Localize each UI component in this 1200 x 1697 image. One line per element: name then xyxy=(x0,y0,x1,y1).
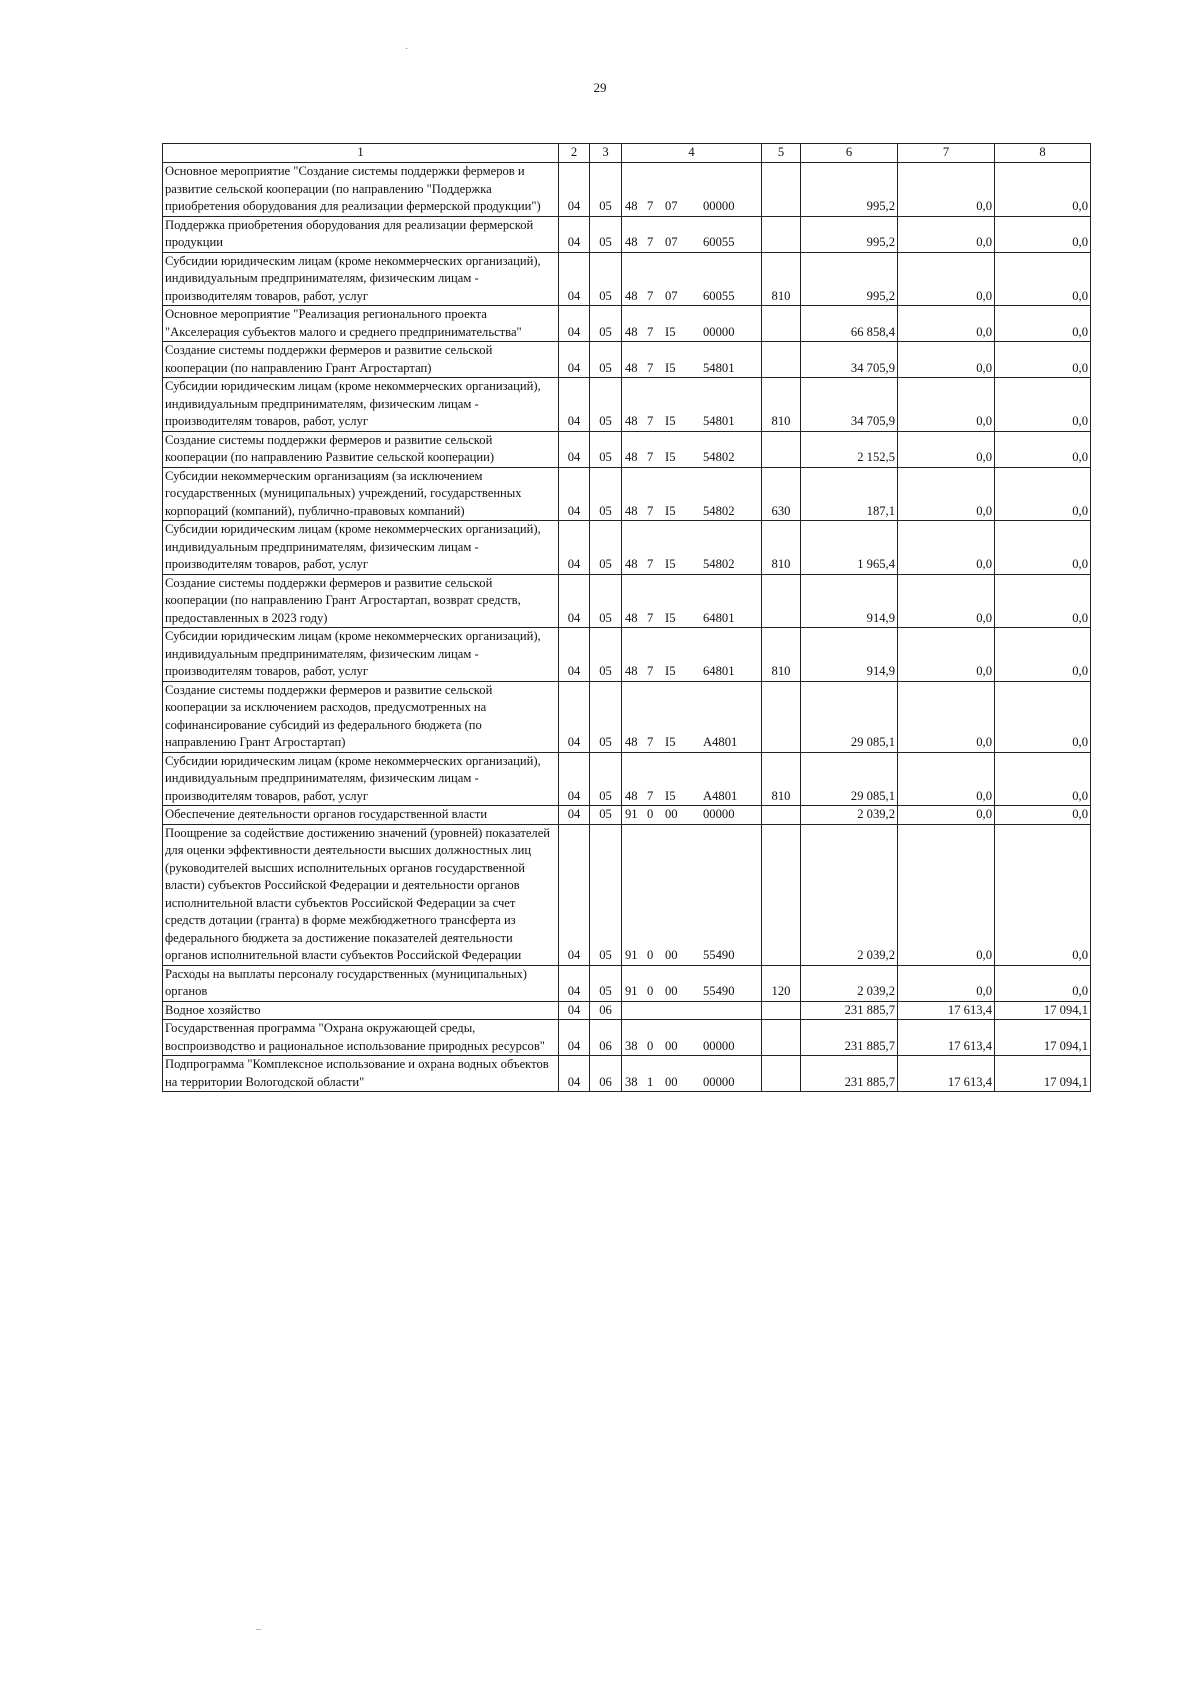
code-subprogram: 7 xyxy=(647,664,654,678)
code-subprogram: 0 xyxy=(647,948,654,962)
cell-subsection: 05 xyxy=(590,681,622,752)
row-name: Основное мероприятие "Создание системы поддержки фермеров и развитие сельской кооперации (по направлению "Поддержка приобретения оборудования для реализации фермерской продукции") xyxy=(163,163,559,217)
code-direction: 00000 xyxy=(703,807,735,821)
cell-section: 04 xyxy=(559,467,590,521)
cell-target-article xyxy=(622,252,762,306)
cell-section: 04 xyxy=(559,306,590,342)
row-name: Создание системы поддержки фермеров и развитие сельской кооперации (по направлению Развитие сельской кооперации) xyxy=(163,431,559,467)
cell-subsection: 05 xyxy=(590,216,622,252)
code-subprogram: 7 xyxy=(647,360,654,375)
code-direction: A4801 xyxy=(703,788,738,803)
code-direction: 55490 xyxy=(703,984,735,998)
cell-target-article xyxy=(622,752,762,806)
cell-target-article xyxy=(622,1056,762,1092)
table-row xyxy=(163,965,1091,1001)
cell-section: 04 xyxy=(559,574,590,628)
code-subprogram: 7 xyxy=(647,199,654,213)
cell-amount-col7: 0,0 xyxy=(898,965,995,1001)
table-row xyxy=(163,216,1091,252)
cell-amount-col6: 2 039,2 xyxy=(801,965,898,1001)
cell-amount-col7: 0,0 xyxy=(898,467,995,521)
code-event: 00 xyxy=(665,1038,678,1053)
code-direction: 00000 xyxy=(703,1074,735,1089)
table-row xyxy=(163,431,1091,467)
cell-subsection: 05 xyxy=(590,467,622,521)
code-subprogram: 7 xyxy=(647,324,654,339)
row-name: Субсидии юридическим лицам (кроме некоммерческих организаций), индивидуальным предпринимателям, физическим лицам - производителям товаров, работ, услуг xyxy=(163,521,559,575)
column-header: 6 xyxy=(801,144,898,163)
cell-amount-col8: 17 094,1 xyxy=(995,1020,1091,1056)
cell-amount-col6: 2 039,2 xyxy=(801,824,898,965)
budget-table-container xyxy=(162,143,1091,1092)
code-subprogram: 7 xyxy=(647,735,654,749)
cell-target-article xyxy=(622,574,762,628)
table-row xyxy=(163,163,1091,217)
row-name: Субсидии юридическим лицам (кроме некоммерческих организаций), индивидуальным предпринимателям, физическим лицам - производителям товаров, работ, услуг xyxy=(163,628,559,682)
table-row xyxy=(163,1001,1091,1020)
cell-amount-col7: 0,0 xyxy=(898,378,995,432)
cell-expense-type xyxy=(762,342,801,378)
table-row xyxy=(163,824,1091,965)
cell-amount-col7: 0,0 xyxy=(898,824,995,965)
cell-expense-type xyxy=(762,216,801,252)
code-program: 91 xyxy=(625,948,638,962)
row-name: Государственная программа "Охрана окружающей среды, воспроизводство и рациональное использование природных ресурсов" xyxy=(163,1020,559,1056)
code-program: 91 xyxy=(625,984,638,998)
cell-expense-type: 810 xyxy=(762,378,801,432)
code-event: I5 xyxy=(665,557,676,571)
code-direction: 54802 xyxy=(703,503,735,518)
cell-amount-col7: 17 613,4 xyxy=(898,1020,995,1056)
row-name: Создание системы поддержки фермеров и развитие сельской кооперации за исключением расходов, предусмотренных на софинансирование субсидий из федерального бюджета (по направлению Грант Агростартап) xyxy=(163,681,559,752)
code-subprogram: 7 xyxy=(647,788,654,803)
scan-speck: · xyxy=(405,44,409,55)
cell-expense-type: 810 xyxy=(762,521,801,575)
cell-expense-type xyxy=(762,306,801,342)
cell-target-article xyxy=(622,824,762,965)
code-subprogram: 1 xyxy=(647,1074,654,1089)
cell-amount-col7: 0,0 xyxy=(898,342,995,378)
table-row xyxy=(163,681,1091,752)
cell-expense-type: 630 xyxy=(762,467,801,521)
cell-amount-col8: 17 094,1 xyxy=(995,1001,1091,1020)
code-direction: 54801 xyxy=(703,360,735,375)
cell-expense-type xyxy=(762,806,801,825)
cell-subsection: 05 xyxy=(590,965,622,1001)
code-event: I5 xyxy=(665,788,676,803)
cell-amount-col8: 17 094,1 xyxy=(995,1056,1091,1092)
cell-target-article xyxy=(622,306,762,342)
cell-target-article xyxy=(622,806,762,825)
code-subprogram: 7 xyxy=(647,503,654,518)
code-direction: 00000 xyxy=(703,199,735,213)
cell-amount-col6: 29 085,1 xyxy=(801,681,898,752)
cell-amount-col6: 2 039,2 xyxy=(801,806,898,825)
cell-amount-col8: 0,0 xyxy=(995,431,1091,467)
table-body xyxy=(163,163,1091,1092)
row-name: Поддержка приобретения оборудования для реализации фермерской продукции xyxy=(163,216,559,252)
cell-subsection: 06 xyxy=(590,1056,622,1092)
cell-expense-type: 810 xyxy=(762,252,801,306)
cell-amount-col8: 0,0 xyxy=(995,306,1091,342)
code-event: 07 xyxy=(665,235,678,249)
cell-subsection: 05 xyxy=(590,163,622,217)
row-name: Обеспечение деятельности органов государственной власти xyxy=(163,806,559,825)
table-row xyxy=(163,306,1091,342)
cell-section: 04 xyxy=(559,1020,590,1056)
table-row xyxy=(163,252,1091,306)
code-direction: 00000 xyxy=(703,1038,735,1053)
cell-subsection: 05 xyxy=(590,252,622,306)
code-event: 00 xyxy=(665,1074,678,1089)
cell-target-article xyxy=(622,163,762,217)
code-direction: 54802 xyxy=(703,557,735,571)
cell-subsection: 06 xyxy=(590,1001,622,1020)
cell-amount-col6: 66 858,4 xyxy=(801,306,898,342)
cell-section: 04 xyxy=(559,216,590,252)
cell-subsection: 05 xyxy=(590,752,622,806)
cell-amount-col6: 914,9 xyxy=(801,628,898,682)
row-name: Основное мероприятие "Реализация регионального проекта "Акселерация субъектов малого и среднего предпринимательства" xyxy=(163,306,559,342)
cell-amount-col7: 0,0 xyxy=(898,252,995,306)
cell-expense-type xyxy=(762,1001,801,1020)
cell-amount-col6: 914,9 xyxy=(801,574,898,628)
cell-amount-col6: 187,1 xyxy=(801,467,898,521)
cell-subsection: 05 xyxy=(590,306,622,342)
cell-amount-col7: 17 613,4 xyxy=(898,1001,995,1020)
code-direction: A4801 xyxy=(703,735,738,749)
code-program: 48 xyxy=(625,288,638,303)
code-subprogram: 0 xyxy=(647,807,654,821)
row-name: Субсидии юридическим лицам (кроме некоммерческих организаций), индивидуальным предпринимателям, физическим лицам - производителям товаров, работ, услуг xyxy=(163,752,559,806)
table-row xyxy=(163,806,1091,825)
cell-expense-type xyxy=(762,824,801,965)
cell-amount-col7: 0,0 xyxy=(898,681,995,752)
code-program: 38 xyxy=(625,1074,638,1089)
cell-section: 04 xyxy=(559,431,590,467)
code-event: I5 xyxy=(665,503,676,518)
cell-amount-col8: 0,0 xyxy=(995,216,1091,252)
cell-amount-col6: 995,2 xyxy=(801,216,898,252)
cell-amount-col7: 0,0 xyxy=(898,752,995,806)
row-name: Субсидии юридическим лицам (кроме некоммерческих организаций), индивидуальным предпринимателям, физическим лицам - производителям товаров, работ, услуг xyxy=(163,252,559,306)
column-header: 5 xyxy=(762,144,801,163)
code-program: 48 xyxy=(625,360,638,375)
code-subprogram: 0 xyxy=(647,984,654,998)
row-name: Расходы на выплаты персоналу государственных (муниципальных) органов xyxy=(163,965,559,1001)
cell-expense-type xyxy=(762,1020,801,1056)
table-row xyxy=(163,1056,1091,1092)
code-direction: 64801 xyxy=(703,664,735,678)
cell-subsection: 05 xyxy=(590,824,622,965)
table-row xyxy=(163,521,1091,575)
code-event: 00 xyxy=(665,807,678,821)
cell-amount-col8: 0,0 xyxy=(995,521,1091,575)
cell-section: 04 xyxy=(559,342,590,378)
code-subprogram: 7 xyxy=(647,288,654,303)
cell-target-article xyxy=(622,681,762,752)
code-program: 48 xyxy=(625,788,638,803)
cell-target-article xyxy=(622,342,762,378)
cell-amount-col8: 0,0 xyxy=(995,752,1091,806)
code-event: 00 xyxy=(665,948,678,962)
code-event: 07 xyxy=(665,288,678,303)
code-program: 48 xyxy=(625,324,638,339)
column-header: 4 xyxy=(622,144,762,163)
code-event: I5 xyxy=(665,664,676,678)
table-row xyxy=(163,467,1091,521)
cell-amount-col6: 34 705,9 xyxy=(801,342,898,378)
cell-amount-col7: 0,0 xyxy=(898,521,995,575)
cell-section: 04 xyxy=(559,752,590,806)
cell-subsection: 05 xyxy=(590,574,622,628)
cell-subsection: 05 xyxy=(590,431,622,467)
row-name: Подпрограмма "Комплексное использование и охрана водных объектов на территории Вологодской области" xyxy=(163,1056,559,1092)
cell-amount-col6: 231 885,7 xyxy=(801,1056,898,1092)
code-program: 48 xyxy=(625,199,638,213)
cell-section: 04 xyxy=(559,252,590,306)
column-header: 2 xyxy=(559,144,590,163)
cell-subsection: 05 xyxy=(590,628,622,682)
column-header: 7 xyxy=(898,144,995,163)
cell-amount-col6: 29 085,1 xyxy=(801,752,898,806)
scan-speck: – xyxy=(256,1624,261,1635)
header-row xyxy=(163,144,1091,163)
table-row xyxy=(163,628,1091,682)
code-direction: 54801 xyxy=(703,414,735,428)
cell-target-article xyxy=(622,965,762,1001)
code-direction: 55490 xyxy=(703,948,735,962)
cell-amount-col6: 231 885,7 xyxy=(801,1020,898,1056)
table-row xyxy=(163,752,1091,806)
cell-expense-type: 810 xyxy=(762,752,801,806)
code-program: 48 xyxy=(625,735,638,749)
code-program: 48 xyxy=(625,414,638,428)
cell-section: 04 xyxy=(559,378,590,432)
code-event: I5 xyxy=(665,735,676,749)
cell-section: 04 xyxy=(559,1056,590,1092)
cell-amount-col6: 995,2 xyxy=(801,163,898,217)
page-number: 29 xyxy=(593,80,607,95)
cell-target-article xyxy=(622,467,762,521)
cell-amount-col8: 0,0 xyxy=(995,824,1091,965)
code-event: I5 xyxy=(665,360,676,375)
row-name: Субсидии юридическим лицам (кроме некоммерческих организаций), индивидуальным предпринимателям, физическим лицам - производителям товаров, работ, услуг xyxy=(163,378,559,432)
cell-target-article xyxy=(622,216,762,252)
table-row xyxy=(163,574,1091,628)
code-direction: 60055 xyxy=(703,235,735,249)
cell-section: 04 xyxy=(559,965,590,1001)
cell-amount-col7: 0,0 xyxy=(898,806,995,825)
cell-amount-col8: 0,0 xyxy=(995,163,1091,217)
column-header: 1 xyxy=(163,144,559,163)
table-row xyxy=(163,378,1091,432)
budget-table xyxy=(162,143,1091,1092)
cell-subsection: 05 xyxy=(590,806,622,825)
cell-expense-type xyxy=(762,163,801,217)
cell-subsection: 06 xyxy=(590,1020,622,1056)
row-name: Создание системы поддержки фермеров и развитие сельской кооперации (по направлению Грант Агростартап, возврат средств, предоставленных в 2023 году) xyxy=(163,574,559,628)
cell-amount-col7: 0,0 xyxy=(898,306,995,342)
code-program: 48 xyxy=(625,450,638,464)
code-program: 48 xyxy=(625,557,638,571)
code-program: 48 xyxy=(625,235,638,249)
code-direction: 00000 xyxy=(703,324,735,339)
row-name: Создание системы поддержки фермеров и развитие сельской кооперации (по направлению Грант Агростартап) xyxy=(163,342,559,378)
code-subprogram: 7 xyxy=(647,557,654,571)
row-name: Субсидии некоммерческим организациям (за исключением государственных (муниципальных) учреждений, государственных корпораций (компаний), публично-правовых компаний) xyxy=(163,467,559,521)
cell-section: 04 xyxy=(559,824,590,965)
cell-amount-col7: 0,0 xyxy=(898,216,995,252)
cell-amount-col7: 0,0 xyxy=(898,574,995,628)
cell-amount-col8: 0,0 xyxy=(995,574,1091,628)
cell-amount-col8: 0,0 xyxy=(995,628,1091,682)
cell-target-article xyxy=(622,431,762,467)
code-direction: 54802 xyxy=(703,450,735,464)
cell-target-article xyxy=(622,628,762,682)
cell-subsection: 05 xyxy=(590,342,622,378)
cell-amount-col8: 0,0 xyxy=(995,681,1091,752)
cell-target-article xyxy=(622,521,762,575)
cell-amount-col8: 0,0 xyxy=(995,467,1091,521)
code-subprogram: 7 xyxy=(647,414,654,428)
code-event: I5 xyxy=(665,414,676,428)
code-program: 48 xyxy=(625,664,638,678)
cell-expense-type xyxy=(762,574,801,628)
cell-section: 04 xyxy=(559,521,590,575)
code-direction: 60055 xyxy=(703,288,735,303)
code-subprogram: 7 xyxy=(647,610,654,625)
cell-amount-col8: 0,0 xyxy=(995,342,1091,378)
cell-amount-col7: 0,0 xyxy=(898,163,995,217)
cell-expense-type: 810 xyxy=(762,628,801,682)
cell-amount-col6: 231 885,7 xyxy=(801,1001,898,1020)
cell-target-article xyxy=(622,378,762,432)
cell-target-article xyxy=(622,1020,762,1056)
code-event: I5 xyxy=(665,324,676,339)
code-event: I5 xyxy=(665,450,676,464)
code-event: I5 xyxy=(665,610,676,625)
cell-expense-type xyxy=(762,431,801,467)
table-row xyxy=(163,1020,1091,1056)
code-event: 00 xyxy=(665,984,678,998)
code-program: 38 xyxy=(625,1038,638,1053)
cell-section: 04 xyxy=(559,163,590,217)
cell-section: 04 xyxy=(559,1001,590,1020)
column-header: 8 xyxy=(995,144,1091,163)
cell-amount-col6: 995,2 xyxy=(801,252,898,306)
cell-amount-col6: 2 152,5 xyxy=(801,431,898,467)
code-program: 91 xyxy=(625,807,638,821)
cell-target-article xyxy=(622,1001,762,1020)
row-name: Водное хозяйство xyxy=(163,1001,559,1020)
cell-section: 04 xyxy=(559,628,590,682)
cell-amount-col8: 0,0 xyxy=(995,252,1091,306)
column-header: 3 xyxy=(590,144,622,163)
code-program: 48 xyxy=(625,610,638,625)
code-program: 48 xyxy=(625,503,638,518)
cell-amount-col8: 0,0 xyxy=(995,806,1091,825)
cell-subsection: 05 xyxy=(590,378,622,432)
cell-amount-col8: 0,0 xyxy=(995,965,1091,1001)
cell-amount-col7: 0,0 xyxy=(898,628,995,682)
cell-expense-type xyxy=(762,681,801,752)
cell-subsection: 05 xyxy=(590,521,622,575)
code-event: 07 xyxy=(665,199,678,213)
cell-section: 04 xyxy=(559,806,590,825)
code-direction: 64801 xyxy=(703,610,735,625)
cell-amount-col6: 34 705,9 xyxy=(801,378,898,432)
code-subprogram: 7 xyxy=(647,450,654,464)
code-subprogram: 7 xyxy=(647,235,654,249)
cell-amount-col7: 17 613,4 xyxy=(898,1056,995,1092)
cell-amount-col7: 0,0 xyxy=(898,431,995,467)
cell-expense-type xyxy=(762,1056,801,1092)
row-name: Поощрение за содействие достижению значений (уровней) показателей для оценки эффективности деятельности высших должностных лиц (руководителей высших исполнительных органов государственной власти) субъектов Российской Федерации и деятельности органов исполнительной власти субъектов Российской Федерации за счет средств дотации (гранта) в форме межбюджетного трансферта из федерального бюджета за достижение показателей деятельности органов исполнительной власти субъектов Российской Федерации xyxy=(163,824,559,965)
cell-expense-type: 120 xyxy=(762,965,801,1001)
cell-amount-col6: 1 965,4 xyxy=(801,521,898,575)
table-row xyxy=(163,342,1091,378)
code-subprogram: 0 xyxy=(647,1038,654,1053)
cell-amount-col8: 0,0 xyxy=(995,378,1091,432)
cell-section: 04 xyxy=(559,681,590,752)
